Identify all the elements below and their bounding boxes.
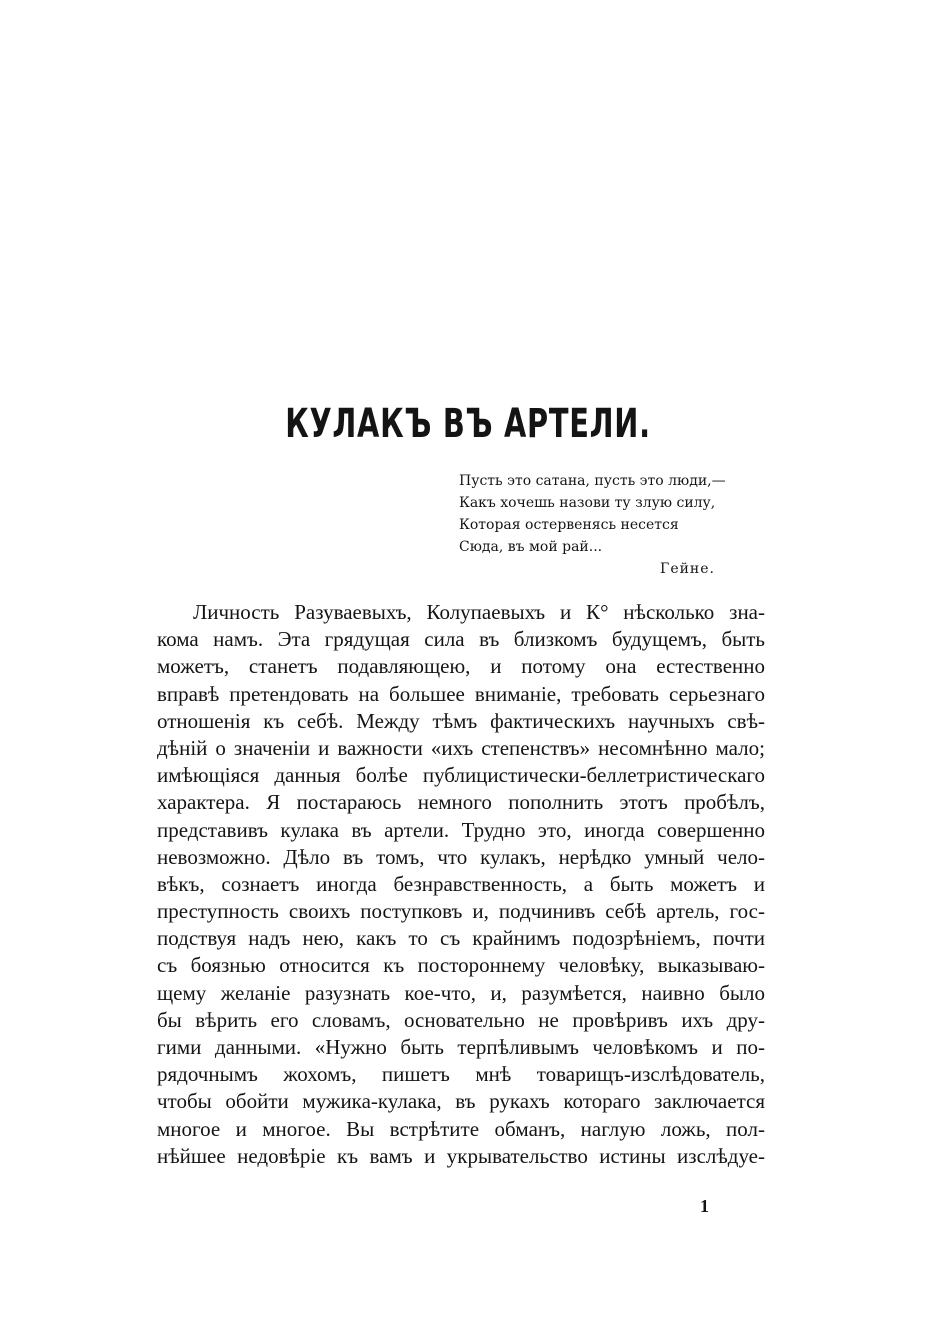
- text-line: отношенія къ себѣ. Между тѣмъ фактическихъ научныхъ свѣ-: [157, 708, 765, 733]
- text-line: рядочнымъ жохомъ, пишетъ мнѣ товарищъ-изслѣдователь,: [157, 1062, 765, 1087]
- epigraph-line: Которая остервенясь несется: [459, 517, 679, 533]
- page-number: 1: [700, 1196, 709, 1216]
- text-line: многое и многое. Вы встрѣтите обманъ, наглую ложь, пол-: [157, 1116, 765, 1141]
- text-line: чтобы обойти мужика-кулака, въ рукахъ котораго заключается: [157, 1089, 765, 1114]
- chapter-title: КУЛАКЪ ВЪ АРТЕЛИ.: [285, 401, 651, 447]
- text-line: кома намъ. Эта грядущая сила въ близкомъ будущемъ, быть: [157, 627, 765, 652]
- text-line: представивъ кулака въ артели. Трудно это, иногда совершенно: [157, 817, 765, 842]
- text-line: гими данными. «Нужно быть терпѣливымъ человѣкомъ и по-: [157, 1035, 765, 1059]
- text-line: щему желаніе разузнать кое-что, и, разумѣется, наивно было: [157, 980, 765, 1005]
- text-line: характера. Я постараюсь немного пополнить этотъ пробѣлъ,: [157, 790, 765, 815]
- text-line: съ боязнью относится къ постороннему человѣку, выказываю-: [157, 953, 765, 978]
- epigraph: [459, 470, 779, 580]
- text-line: имѣющіяся данныя болѣе публицистически-беллетристическаго: [157, 763, 765, 788]
- epigraph-author: Гейне.: [660, 561, 715, 577]
- text-line: вѣкъ, сознаетъ иногда безнравственность, а быть можетъ и: [157, 871, 765, 896]
- text-line: нѣйшее недовѣріе къ вамъ и укрывательство истины изслѣдуе-: [157, 1143, 765, 1168]
- text-line: Личность Разуваевыхъ, Колупаевыхъ и К° нѣсколько зна-: [193, 600, 765, 624]
- text-line: преступность своихъ поступковъ и, подчинивъ себѣ артель, гос-: [157, 899, 765, 924]
- text-line: можетъ, станетъ подавляющею, и потому она естественно: [157, 654, 765, 679]
- text-line: бы вѣрить его словамъ, основательно не провѣривъ ихъ дру-: [157, 1007, 765, 1032]
- body-text: [157, 599, 765, 1170]
- epigraph-line: Какъ хочешь назови ту злую силу,: [459, 495, 716, 511]
- epigraph-line: Пусть это сатана, пусть это люди,—: [459, 473, 726, 489]
- text-line: вправѣ претендовать на большее вниманіе, требовать серьезнаго: [157, 681, 765, 706]
- text-line: подствуя надъ нею, какъ то съ крайнимъ подозрѣніемъ, почти: [157, 926, 765, 951]
- text-line: невозможно. Дѣло въ томъ, что кулакъ, нерѣдко умный чело-: [157, 844, 765, 869]
- text-line: дѣній о значеніи и важности «ихъ степенствъ» несомнѣнно мало;: [157, 735, 765, 760]
- epigraph-line: Сюда, въ мой рай...: [459, 539, 603, 555]
